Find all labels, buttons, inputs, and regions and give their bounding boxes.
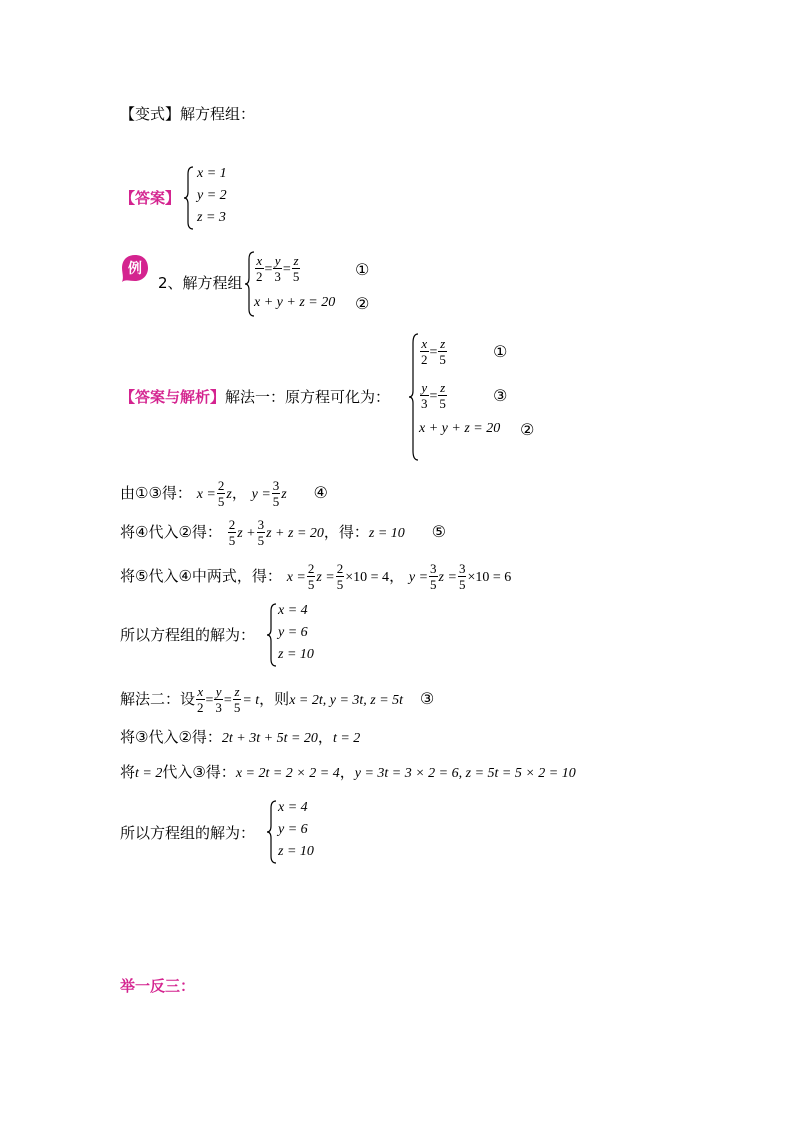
answer-line-y: y = 2: [197, 188, 227, 203]
example-eq1: $\frac{x}{2}$ = $\frac{y}{3}$ = $\frac{z}{5}$: [256, 253, 300, 284]
analysis-intro: 解法一：原方程可化为：: [225, 388, 391, 406]
step-1: 由①③得： x = $\frac{2}{5}$ z， y = $\frac{3}{5}$ z ④: [120, 478, 328, 509]
analysis-tag: 【答案与解析】: [120, 388, 226, 406]
example-mark-1: ①: [355, 260, 370, 279]
method-2: 解法二：设 $\frac{x}{2}$ = $\frac{y}{3}$ = $\frac{z}{5}$ = t，则x = 2t, y = 3t, z = 5t ③: [120, 684, 435, 715]
solution-2-z: z = 10: [278, 844, 314, 859]
solution-1-label: 所以方程组的解为：: [120, 626, 256, 644]
solution-1-x: x = 4: [278, 603, 308, 618]
solution-2-brace: [266, 800, 278, 864]
variant-text: 解方程组：: [180, 105, 256, 123]
frac-z-5: $\frac{z}{5}$: [292, 253, 300, 284]
frac-x-2: $\frac{x}{2}$: [256, 253, 263, 284]
analysis-heading: [120, 386, 390, 408]
step-4: 将③代入②得：2t + 3t + 5t = 20，t = 2: [120, 728, 361, 746]
example-label: 2、解方程组: [158, 274, 243, 292]
solution-2-x: x = 4: [278, 800, 308, 815]
answer-line-z: z = 3: [197, 210, 226, 225]
solution-1-brace: [266, 603, 278, 667]
step-2: 将④代入②得： $\frac{2}{5}$ z + $\frac{3}{5}$ z + z = 20，得：z = 10 ⑤: [120, 517, 446, 548]
example-mark-2: ②: [355, 294, 370, 313]
example-badge-text: 例: [128, 261, 142, 277]
analysis-eq3: x + y + z = 20: [419, 421, 501, 436]
analysis-eq2: $\frac{y}{3}$ = $\frac{z}{5}$: [421, 380, 446, 411]
practice-heading: 举一反三：: [120, 977, 196, 995]
example-eq2: x + y + z = 20: [254, 295, 336, 310]
method-2-mark: ③: [419, 689, 435, 708]
solution-2-label: 所以方程组的解为：: [120, 824, 256, 842]
solution-2-y: y = 6: [278, 822, 308, 837]
analysis-mark-2: ②: [520, 420, 535, 439]
answer-brace: [183, 166, 195, 230]
variant-heading: [120, 103, 255, 125]
variant-tag: 【变式】: [120, 105, 181, 123]
frac-y-3: $\frac{y}{3}$: [274, 253, 281, 284]
example-badge: [120, 253, 150, 283]
step-1-mark: ④: [313, 483, 328, 502]
solution-1-y: y = 6: [278, 625, 308, 640]
analysis-mark-3: ③: [493, 386, 508, 405]
step-3: 将⑤代入④中两式，得： x = $\frac{2}{5}$ z = $\frac{2}{5}$ ×10 = 4， y = $\frac{3}{5}$ z = $\frac{3}{5}$ ×10 = 6: [120, 561, 512, 592]
analysis-mark-1: ①: [493, 342, 508, 361]
answer-tag: 【答案】: [120, 189, 181, 207]
step-5: 将t = 2代入③得：x = 2t = 2 × 2 = 4，y = 3t = 3 × 2 = 6, z = 5t = 5 × 2 = 10: [120, 763, 576, 781]
answer-line-x: x = 1: [197, 166, 227, 181]
solution-1-z: z = 10: [278, 647, 314, 662]
analysis-eq1: $\frac{x}{2}$ = $\frac{z}{5}$: [421, 336, 446, 367]
step-2-mark: ⑤: [431, 522, 446, 541]
